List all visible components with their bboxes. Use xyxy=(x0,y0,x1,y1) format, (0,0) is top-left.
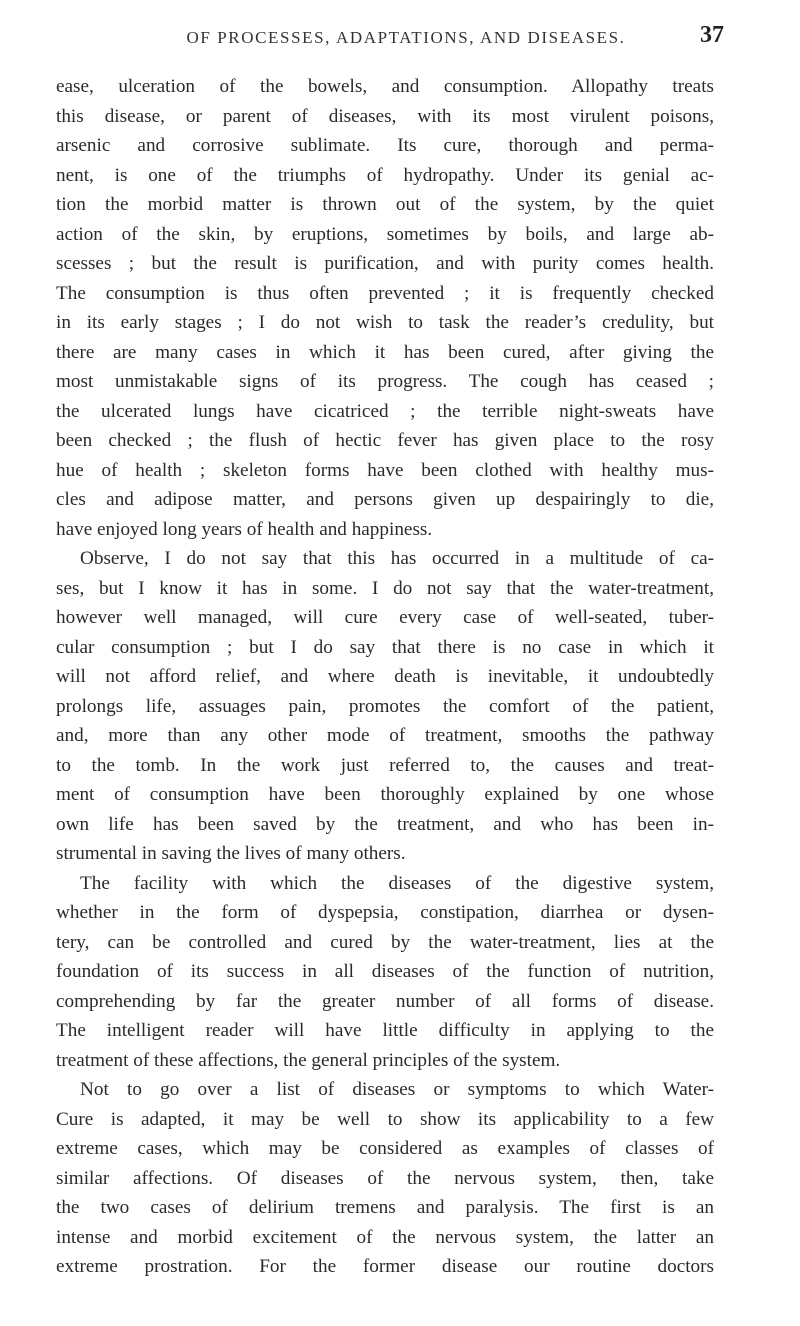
text-line: the ulcerated lungs have cicatriced ; the terrible night-sweats have xyxy=(56,400,714,422)
text-line: tery, can be controlled and cured by the water-treatment, lies at the xyxy=(56,931,714,953)
page-number: 37 xyxy=(700,22,724,48)
text-line: cles and adipose matter, and persons given up despairingly to die, xyxy=(56,489,714,510)
text-line: Not to go over a list of diseases or symptoms to which Water- xyxy=(80,1079,714,1100)
text-line: strumental in saving the lives of many others. xyxy=(56,843,406,864)
text-line: and, more than any other mode of treatment, smooths the pathway xyxy=(56,725,714,746)
text-line: The intelligent reader will have little difficulty in applying to the xyxy=(56,1020,714,1041)
text-line: prolongs life, assuages pain, promotes the comfort of the patient, xyxy=(56,695,714,717)
text-line: foundation of its success in all diseases of the function of nutrition, xyxy=(56,961,714,982)
text-line: whether in the form of dyspepsia, constipation, diarrhea or dysen- xyxy=(56,902,714,923)
text-line: intense and morbid excitement of the nervous system, the latter an xyxy=(56,1226,714,1248)
paragraph xyxy=(56,869,714,1076)
text-line: will not afford relief, and where death is inevitable, it undoubtedly xyxy=(56,666,714,687)
text-line: The consumption is thus often prevented ; it is frequently checked xyxy=(56,282,714,304)
text-line: this disease, or parent of diseases, with its most virulent poisons, xyxy=(56,105,714,127)
body-text xyxy=(56,72,714,1282)
text-line: comprehending by far the greater number of all forms of disease. xyxy=(56,990,714,1012)
text-line: Cure is adapted, it may be well to show its applicability to a few xyxy=(56,1108,714,1130)
text-line: similar affections. Of diseases of the nervous system, then, take xyxy=(56,1167,714,1189)
text-line: been checked ; the flush of hectic fever has given place to the rosy xyxy=(56,430,714,451)
text-line: however well managed, will cure every case of well-seated, tuber- xyxy=(56,607,714,628)
text-line: tion the morbid matter is thrown out of the system, by the quiet xyxy=(56,194,714,215)
text-line: extreme cases, which may be considered as examples of classes of xyxy=(56,1138,714,1159)
text-line: ease, ulceration of the bowels, and consumption. Allopathy treats xyxy=(56,76,714,97)
text-line: The facility with which the diseases of the digestive system, xyxy=(80,872,714,894)
running-head: OF PROCESSES, ADAPTATIONS, AND DISEASES. xyxy=(186,28,626,47)
text-line: have enjoyed long years of health and happiness. xyxy=(56,518,433,540)
text-line: nent, is one of the triumphs of hydropathy. Under its genial ac- xyxy=(56,164,714,186)
text-line: scesses ; but the result is purification, and with purity comes health. xyxy=(56,253,714,274)
paragraph xyxy=(56,72,714,544)
text-line: action of the skin, by eruptions, sometimes by boils, and large ab- xyxy=(56,223,714,245)
text-line: own life has been saved by the treatment, and who has been in- xyxy=(56,813,714,835)
text-line: hue of health ; skeleton forms have been clothed with healthy mus- xyxy=(56,459,714,481)
text-line: the two cases of delirium tremens and paralysis. The first is an xyxy=(56,1197,714,1218)
text-line: most unmistakable signs of its progress. The cough has ceased ; xyxy=(56,371,714,392)
text-line: extreme prostration. For the former disease our routine doctors xyxy=(56,1256,714,1277)
text-line: to the tomb. In the work just referred to, the causes and treat- xyxy=(56,754,714,776)
text-line: cular consumption ; but I do say that there is no case in which it xyxy=(56,636,714,658)
text-line: Observe, I do not say that this has occurred in a multitude of ca- xyxy=(80,548,714,569)
text-line: there are many cases in which it has been cured, after giving the xyxy=(56,341,714,363)
text-line: treatment of these affections, the general principles of the system. xyxy=(56,1049,561,1071)
text-line: in its early stages ; I do not wish to task the reader’s credulity, but xyxy=(56,312,714,333)
paragraph xyxy=(56,544,714,869)
text-line: ses, but I know it has in some. I do not say that the water-treatment, xyxy=(56,577,714,599)
paragraph xyxy=(56,1075,714,1282)
text-line: arsenic and corrosive sublimate. Its cure, thorough and perma- xyxy=(56,135,714,156)
text-line: ment of consumption have been thoroughly explained by one whose xyxy=(56,784,714,805)
